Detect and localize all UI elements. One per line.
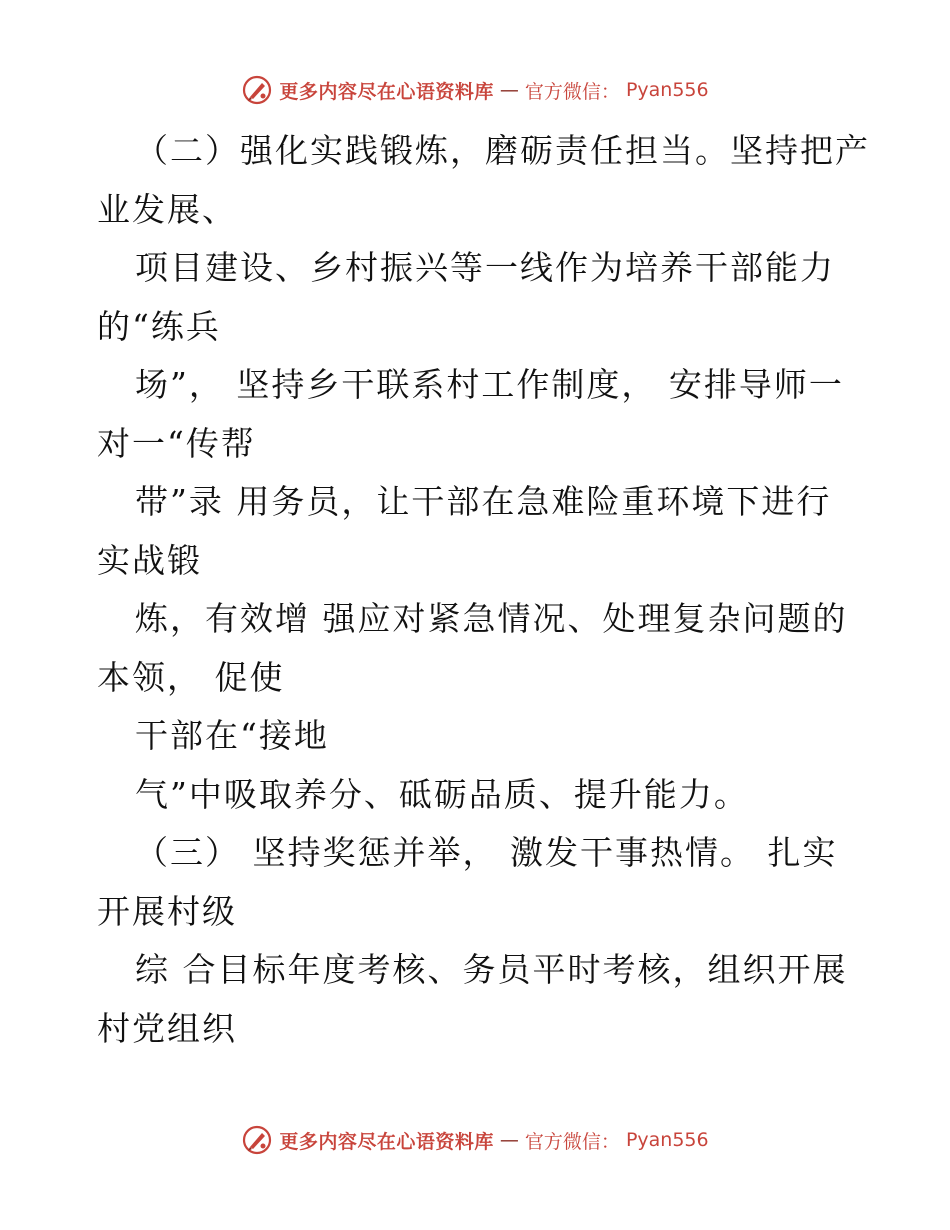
- watermark-wechat-label: 官方微信：: [524, 1130, 620, 1153]
- document-line: 的“练兵: [97, 306, 221, 346]
- document-body: [97, 122, 870, 1058]
- document-line: 本领， 促使: [97, 657, 285, 697]
- document-line: 村党组织: [97, 1008, 237, 1048]
- document-line: 实战锻: [97, 540, 202, 580]
- header-watermark: [0, 70, 950, 110]
- document-line: 干部在“接地: [135, 716, 329, 755]
- watermark-wechat-label: 官方微信：: [524, 80, 620, 103]
- watermark-separator: —: [499, 79, 519, 101]
- watermark-wechat-id: Pyan556: [625, 1129, 709, 1151]
- document-line: 场”， 坚持乡干联系村工作制度， 安排导师一: [135, 365, 844, 404]
- document-line: 对一“传帮: [97, 423, 256, 463]
- watermark-brand-text: 更多内容尽在心语资料库: [279, 80, 494, 103]
- document-line: 业发展、: [97, 189, 237, 229]
- feather-pen-logo-icon: [241, 74, 273, 106]
- document-line: 带”录 用务员，让干部在急难险重环境下进行: [135, 482, 832, 521]
- document-line: 炼，有效增 强应对紧急情况、处理复杂问题的: [135, 599, 848, 638]
- footer-watermark: [0, 1120, 950, 1160]
- document-line: 开展村级: [97, 891, 237, 931]
- document-line: 综 合目标年度考核、务员平时考核，组织开展: [135, 950, 848, 989]
- watermark-wechat-id: Pyan556: [625, 79, 709, 101]
- document-line: 气”中吸取养分、砥砺品质、提升能力。: [135, 774, 749, 814]
- watermark-brand-text: 更多内容尽在心语资料库: [279, 1130, 494, 1153]
- watermark-separator: —: [499, 1129, 519, 1151]
- document-line: （二）强化实践锻炼，磨砺责任担当。坚持把产: [135, 131, 870, 170]
- document-line: （三） 坚持奖惩并举， 激发干事热情。 扎实: [135, 833, 838, 872]
- document-line: 项目建设、乡村振兴等一线作为培养干部能力: [135, 248, 835, 287]
- feather-pen-logo-icon: [241, 1124, 273, 1156]
